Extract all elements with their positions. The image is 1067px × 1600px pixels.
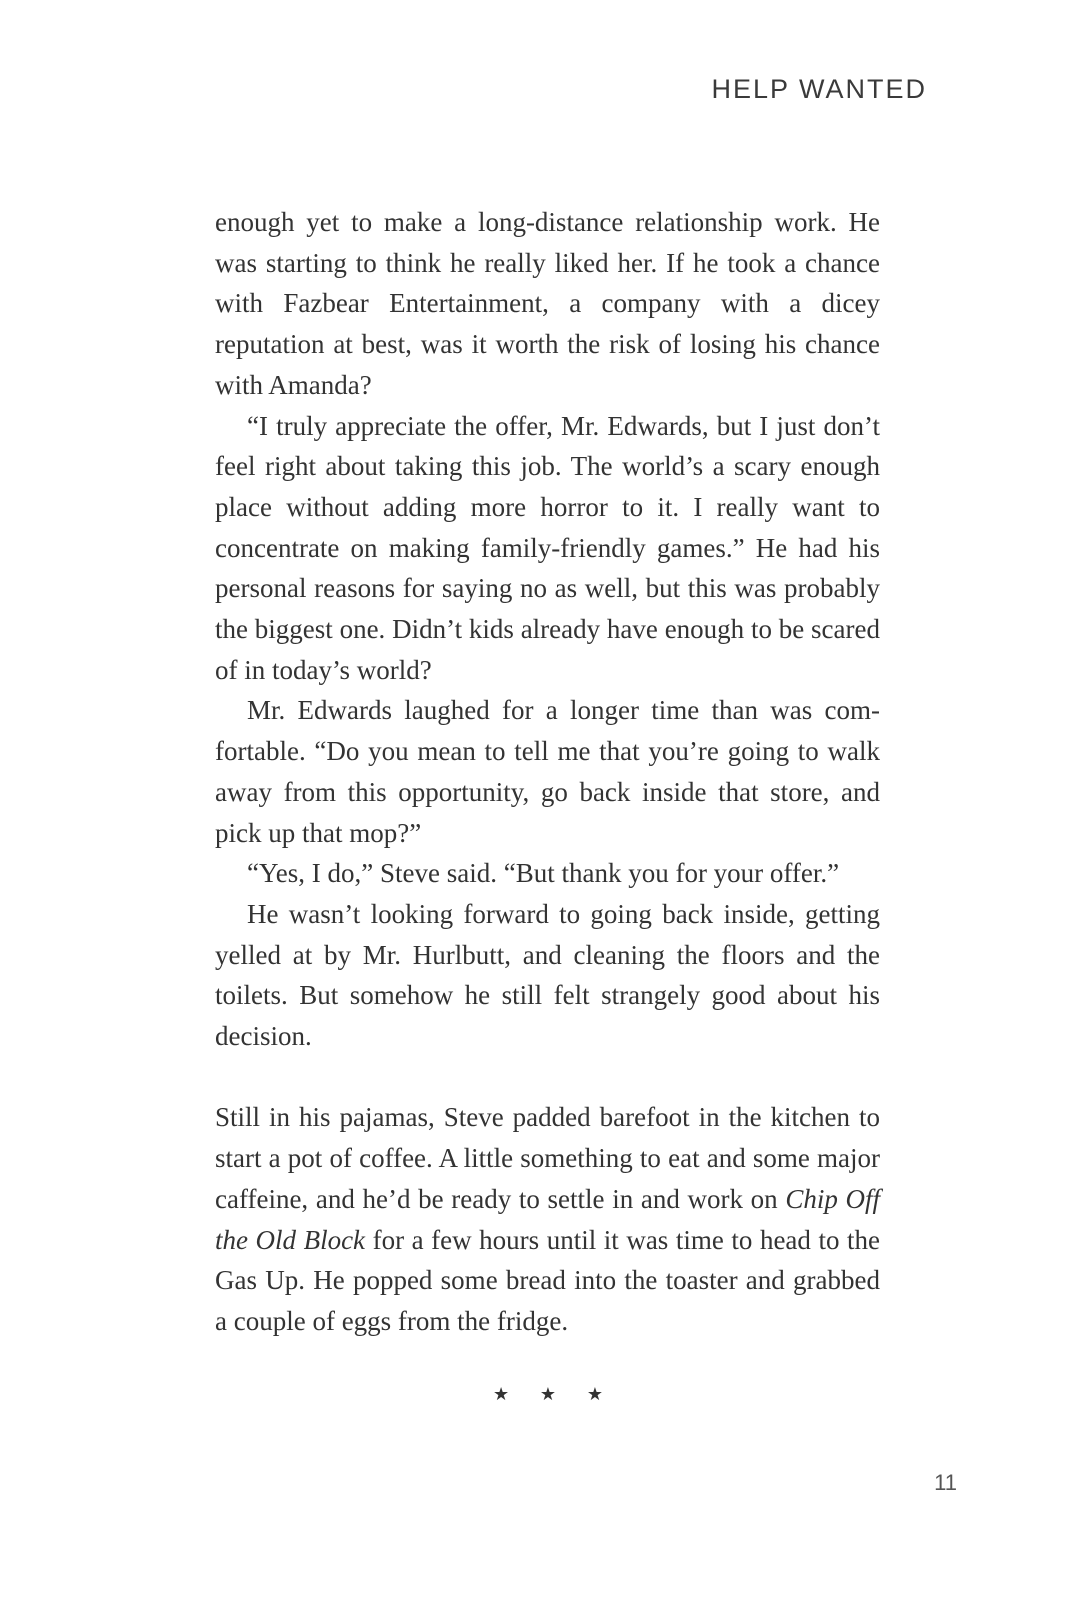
paragraph: enough yet to make a long-distance relationship work. He was starting to think he really liked her. If he took a chance with Fazbear Entertainment, a company with a dicey reputation at best, was it worth the risk of losing his chance with Amanda? xyxy=(215,207,880,400)
section-break-space xyxy=(215,1057,880,1098)
italic-book-title: Chip Off the Old Block xyxy=(215,1183,881,1255)
paragraph xyxy=(215,1097,880,1341)
paragraph-text: Still in his pajamas, Steve padded barefoot in the kitchen to start a pot of coffee. A little something to eat and some major caffeine, and he’d be ready to settle in and work on xyxy=(215,1102,880,1214)
page-number: 11 xyxy=(934,1470,957,1495)
star-icon: ★ xyxy=(493,1384,510,1405)
section-ornament xyxy=(493,1384,603,1405)
paragraph: Mr. Edwards laughed for a longer time than was comfortable. “Do you mean to tell me that you’re going to walk away from this opportunity, go back inside that store, and pick up that mop?” xyxy=(215,695,880,848)
star-icon: ★ xyxy=(586,1384,603,1405)
star-icon: ★ xyxy=(539,1384,557,1405)
paragraph: He wasn’t looking forward to going back inside, getting yelled at by Mr. Hurlbutt, and cleaning the floors and the toilets. But somehow he still felt strangely good about his decision. xyxy=(215,898,880,1052)
running-head-title: HELP WANTED xyxy=(711,74,927,104)
paragraph-text: for a few hours until it was time to head to the Gas Up. He popped some bread into the toaster and grabbed a couple of eggs from the fridge. xyxy=(215,1224,880,1336)
body-text xyxy=(215,202,880,1342)
paragraph: “I truly appreciate the offer, Mr. Edwards, but I just don’t feel right about taking this job. The world’s a scary enough place without adding more horror to it. I really want to concentrate on making family-friendly games.” He had his personal reasons for saying no as well, but this was probably the biggest one. Didn’t kids already have enough to be scared of in today’s world? xyxy=(215,410,880,685)
paragraph: “Yes, I do,” Steve said. “But thank you for your offer.” xyxy=(247,858,840,889)
